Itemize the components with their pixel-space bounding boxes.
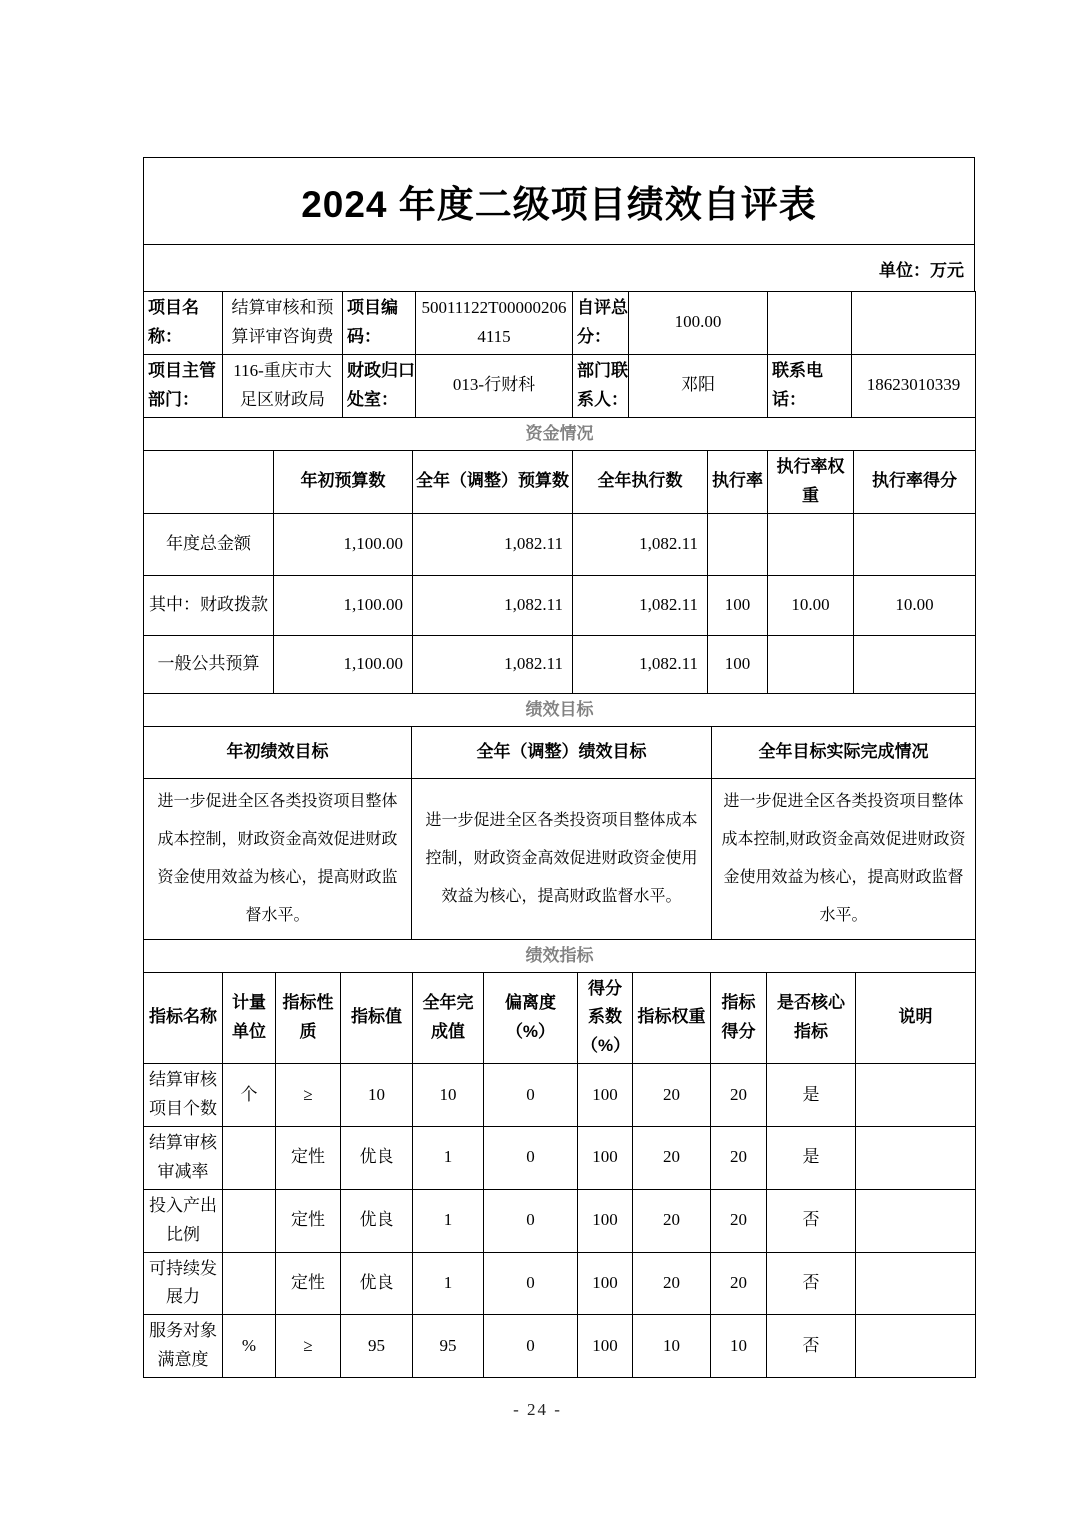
funding-header-cell: 执行率权重: [768, 450, 854, 513]
indicator-cell: [856, 1252, 976, 1315]
indicator-cell: 0: [484, 1064, 578, 1127]
goals-section-title: 绩效目标: [144, 693, 976, 726]
project-info-table: [143, 291, 976, 418]
indicator-cell: 20: [633, 1189, 711, 1252]
funding-cell: 10.00: [768, 575, 854, 635]
title-block: [143, 157, 975, 245]
indicator-cell: 结算审核审减率: [144, 1127, 223, 1190]
indicator-cell: ≥: [276, 1064, 341, 1127]
table-row: [144, 778, 976, 939]
table-row: [144, 575, 976, 635]
indicator-cell: 10: [413, 1064, 484, 1127]
funding-header-cell: [144, 450, 274, 513]
indicator-cell: [223, 1252, 276, 1315]
indicator-cell: [856, 1127, 976, 1190]
indicator-cell: 95: [341, 1315, 413, 1378]
indicator-cell: 优良: [341, 1127, 413, 1190]
goal-initial-text: 进一步促进全区各类投资项目整体成本控制，财政资金高效促进财政资金使用效益为核心，提高财政监督水平。: [144, 778, 412, 939]
indicator-cell: 100: [578, 1064, 633, 1127]
indicator-header-cell: 指标名称: [144, 972, 223, 1064]
indicators-table: [143, 939, 976, 1379]
funding-cell: [768, 513, 854, 575]
info-empty-cell: [768, 292, 852, 355]
indicator-cell: 20: [711, 1064, 767, 1127]
indicator-cell: 个: [223, 1064, 276, 1127]
funding-header-cell: 执行率得分: [854, 450, 976, 513]
funding-cell: 1,082.11: [413, 513, 573, 575]
funding-cell: 1,100.00: [274, 635, 413, 693]
funding-cell: [854, 513, 976, 575]
indicator-cell: 投入产出比例: [144, 1189, 223, 1252]
indicator-cell: 20: [711, 1252, 767, 1315]
indicator-header-cell: 指标性质: [276, 972, 341, 1064]
funding-row-label: 年度总金额: [144, 513, 274, 575]
table-row: [144, 292, 976, 355]
funding-header-cell: 全年执行数: [573, 450, 708, 513]
indicator-cell: [856, 1064, 976, 1127]
indicator-cell: 优良: [341, 1252, 413, 1315]
table-row: [144, 417, 976, 450]
unit-row: [143, 244, 975, 292]
indicator-cell: 0: [484, 1189, 578, 1252]
funding-cell: 10.00: [854, 575, 976, 635]
indicator-cell: 10: [341, 1064, 413, 1127]
indicator-cell: %: [223, 1315, 276, 1378]
project-code-label: 项目编码：: [343, 292, 416, 355]
indicator-cell: 0: [484, 1127, 578, 1190]
indicator-header-cell: 指标权重: [633, 972, 711, 1064]
table-row: [144, 635, 976, 693]
indicator-cell: [856, 1189, 976, 1252]
funding-cell: 1,082.11: [573, 513, 708, 575]
funding-cell: 1,082.11: [573, 575, 708, 635]
table-row: [144, 972, 976, 1064]
funding-cell: 100: [708, 575, 768, 635]
indicator-cell: 定性: [276, 1189, 341, 1252]
self-evaluation-form: [143, 157, 975, 1378]
funding-row-label: 一般公共预算: [144, 635, 274, 693]
unit-note: 单位：万元: [879, 260, 964, 280]
indicator-cell: 95: [413, 1315, 484, 1378]
table-row: [144, 1252, 976, 1315]
indicator-header-cell: 得分系数（%）: [578, 972, 633, 1064]
supervising-dept-label: 项目主管部门：: [144, 354, 223, 417]
self-score-value: 100.00: [629, 292, 768, 355]
funding-header-cell: 执行率: [708, 450, 768, 513]
supervising-dept-value: 116-重庆市大足区财政局: [223, 354, 343, 417]
indicator-header-cell: 指标得分: [711, 972, 767, 1064]
funding-cell: 100: [708, 635, 768, 693]
indicator-cell: 1: [413, 1189, 484, 1252]
table-row: [144, 1064, 976, 1127]
indicator-cell: 否: [767, 1252, 856, 1315]
funding-header-cell: 年初预算数: [274, 450, 413, 513]
finance-office-label: 财政归口处室：: [343, 354, 416, 417]
phone-value: 18623010339: [852, 354, 976, 417]
table-row: [144, 939, 976, 972]
indicator-cell: 10: [711, 1315, 767, 1378]
indicator-cell: 是: [767, 1064, 856, 1127]
indicator-cell: 结算审核项目个数: [144, 1064, 223, 1127]
table-row: [144, 354, 976, 417]
table-row: [144, 1189, 976, 1252]
indicator-cell: 否: [767, 1315, 856, 1378]
goals-header-cell: 全年（调整）绩效目标: [412, 726, 712, 778]
funding-cell: [768, 635, 854, 693]
project-name-value: 结算审核和预算评审咨询费: [223, 292, 343, 355]
indicator-cell: 10: [633, 1315, 711, 1378]
funding-header-cell: 全年（调整）预算数: [413, 450, 573, 513]
indicator-cell: 100: [578, 1315, 633, 1378]
indicator-cell: 优良: [341, 1189, 413, 1252]
indicator-cell: 否: [767, 1189, 856, 1252]
funding-row-label: 其中：财政拨款: [144, 575, 274, 635]
self-score-label: 自评总分：: [573, 292, 629, 355]
table-row: [144, 1127, 976, 1190]
indicator-cell: 100: [578, 1127, 633, 1190]
funding-table: [143, 417, 976, 694]
funding-section-title: 资金情况: [144, 417, 976, 450]
indicator-cell: 20: [633, 1127, 711, 1190]
goal-actual-text: 进一步促进全区各类投资项目整体成本控制,财政资金高效促进财政资金使用效益为核心，提高财政监督水平。: [712, 778, 976, 939]
indicator-header-cell: 全年完成值: [413, 972, 484, 1064]
project-name-label: 项目名称：: [144, 292, 223, 355]
goal-adjusted-text: 进一步促进全区各类投资项目整体成本控制，财政资金高效促进财政资金使用效益为核心，提高财政监督水平。: [412, 778, 712, 939]
indicator-cell: 100: [578, 1252, 633, 1315]
contact-person-label: 部门联系人：: [573, 354, 629, 417]
indicator-cell: 20: [711, 1127, 767, 1190]
indicator-cell: 定性: [276, 1252, 341, 1315]
funding-cell: 1,100.00: [274, 575, 413, 635]
contact-person-value: 邓阳: [629, 354, 768, 417]
indicator-cell: 1: [413, 1127, 484, 1190]
indicator-cell: 定性: [276, 1127, 341, 1190]
indicators-section-title: 绩效指标: [144, 939, 976, 972]
table-row: [144, 1315, 976, 1378]
indicator-cell: 可持续发展力: [144, 1252, 223, 1315]
goals-header-cell: 全年目标实际完成情况: [712, 726, 976, 778]
indicator-cell: 1: [413, 1252, 484, 1315]
indicator-header-cell: 指标值: [341, 972, 413, 1064]
goals-table: [143, 693, 976, 940]
phone-label: 联系电话：: [768, 354, 852, 417]
funding-cell: 1,082.11: [413, 575, 573, 635]
indicator-cell: 20: [711, 1189, 767, 1252]
indicator-cell: 20: [633, 1252, 711, 1315]
indicator-cell: [223, 1189, 276, 1252]
page-title: 2024 年度二级项目绩效自评表: [301, 184, 817, 225]
table-row: [144, 726, 976, 778]
indicator-header-cell: 计量单位: [223, 972, 276, 1064]
indicator-cell: 服务对象满意度: [144, 1315, 223, 1378]
funding-cell: [708, 513, 768, 575]
goals-header-cell: 年初绩效目标: [144, 726, 412, 778]
funding-cell: 1,082.11: [573, 635, 708, 693]
indicator-header-cell: 偏离度（%）: [484, 972, 578, 1064]
info-empty-cell: [852, 292, 976, 355]
indicator-header-cell: 是否核心指标: [767, 972, 856, 1064]
indicator-cell: 0: [484, 1315, 578, 1378]
indicator-cell: 是: [767, 1127, 856, 1190]
indicator-cell: [223, 1127, 276, 1190]
funding-cell: [854, 635, 976, 693]
indicator-header-cell: 说明: [856, 972, 976, 1064]
indicator-cell: 20: [633, 1064, 711, 1127]
indicator-cell: ≥: [276, 1315, 341, 1378]
table-row: [144, 693, 976, 726]
funding-cell: 1,100.00: [274, 513, 413, 575]
indicator-cell: 0: [484, 1252, 578, 1315]
project-code-value: 50011122T000002064115: [416, 292, 573, 355]
indicator-cell: [856, 1315, 976, 1378]
table-row: [144, 450, 976, 513]
finance-office-value: 013-行财科: [416, 354, 573, 417]
indicator-cell: 100: [578, 1189, 633, 1252]
table-row: [144, 513, 976, 575]
page-number: - 24 -: [513, 1400, 562, 1419]
funding-cell: 1,082.11: [413, 635, 573, 693]
